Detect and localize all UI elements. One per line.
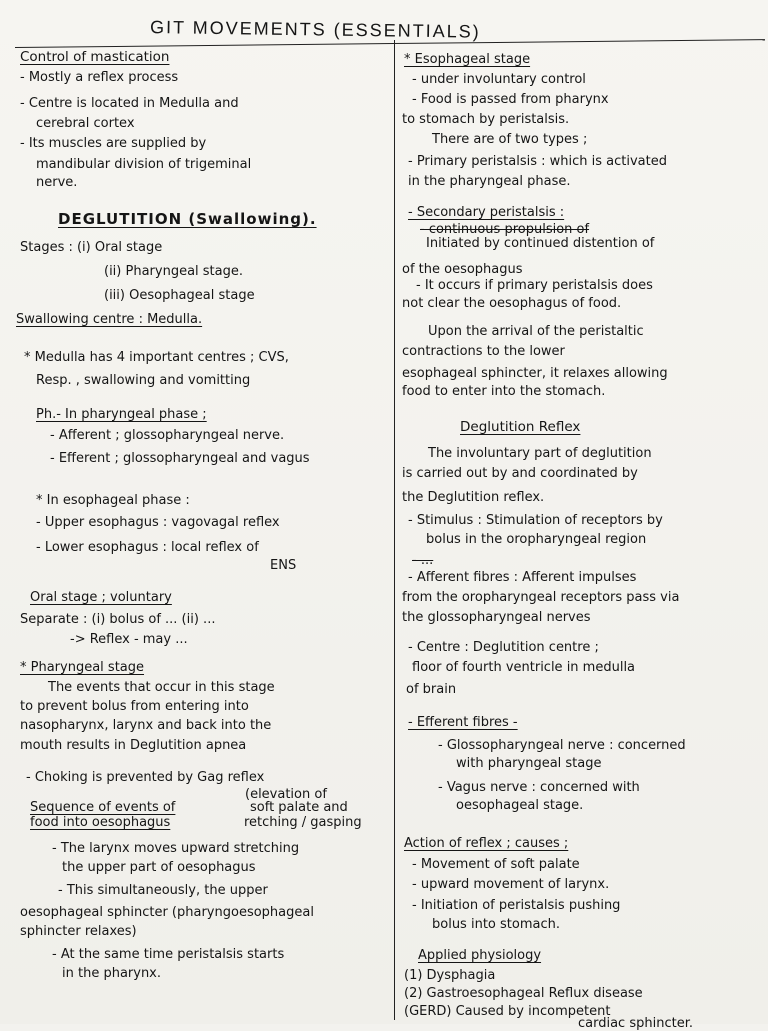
left-note-line: (iii) Oesophageal stage (104, 288, 255, 303)
right-note-line: There are of two types ; (432, 132, 588, 147)
left-note-line: retching / gasping (244, 815, 362, 830)
right-note-line: food to enter into the stomach. (402, 384, 606, 399)
right-note-line: (2) Gastroesophageal Reflux disease (404, 986, 643, 1001)
right-note-line: Initiated by continued distention of (426, 236, 655, 251)
left-note-line: - Upper esophagus : vagovagal reflex (36, 515, 280, 530)
right-note-line: with pharyngeal stage (456, 756, 602, 771)
right-note-line: of the oesophagus (402, 262, 523, 277)
column-divider (394, 40, 395, 1020)
page-title: GIT MOVEMENTS (ESSENTIALS) (149, 17, 481, 42)
right-note-line: - Afferent fibres : Afferent impulses (408, 570, 637, 585)
right-note-line: is carried out by and coordinated by (402, 466, 638, 481)
right-note-line: - Initiation of peristalsis pushing (412, 898, 621, 913)
left-note-line: * In esophageal phase : (36, 493, 190, 508)
right-note-line: (1) Dysphagia (404, 968, 496, 983)
left-note-line: - Lower esophagus : local reflex of (36, 540, 259, 555)
left-note-line: soft palate and (250, 800, 348, 815)
left-note-line: - At the same time peristalsis starts (52, 947, 285, 962)
right-note-line: cardiac sphincter. (578, 1016, 693, 1031)
right-note-line: - upward movement of larynx. (412, 877, 610, 892)
left-note-line: - The larynx moves upward stretching (52, 841, 300, 856)
left-note-line: the upper part of oesophagus (62, 860, 256, 875)
left-note-line: Separate : (i) bolus of ... (ii) ... (20, 612, 216, 627)
left-note-line: mandibular division of trigeminal (36, 157, 252, 172)
right-note-line: * Esophageal stage (404, 52, 531, 67)
right-note-line: - Secondary peristalsis : (408, 205, 565, 220)
right-note-line: - Stimulus : Stimulation of receptors by (408, 513, 663, 528)
left-column (0, 0, 370, 1024)
right-note-line: - continuous propulsion of (420, 222, 590, 237)
left-note-line: - Afferent ; glossopharyngeal nerve. (50, 428, 285, 443)
right-note-line: floor of fourth ventricle in medulla (412, 660, 636, 675)
left-note-line: cerebral cortex (36, 116, 135, 131)
right-note-line: the Deglutition reflex. (402, 490, 545, 505)
right-note-line: bolus into stomach. (432, 917, 560, 932)
left-note-line: (ii) Pharyngeal stage. (104, 264, 244, 279)
left-note-line: in the pharynx. (62, 966, 162, 981)
left-note-line: to prevent bolus from entering into (20, 699, 249, 714)
right-note-line: not clear the oesophagus of food. (402, 296, 622, 311)
right-note-line: Applied physiology (418, 948, 542, 963)
right-note-line: The involuntary part of deglutition (428, 446, 652, 461)
right-note-line: - Vagus nerve : concerned with (438, 780, 640, 795)
right-note-line: oesophageal stage. (456, 798, 584, 813)
right-note-line: - under involuntary control (412, 72, 586, 87)
right-note-line: Action of reflex ; causes ; (404, 836, 569, 851)
left-note-line: -> Reflex - may ... (70, 632, 188, 647)
left-note-line: DEGLUTITION (Swallowing). (58, 210, 317, 228)
left-note-line: nerve. (36, 175, 78, 190)
right-note-line: from the oropharyngeal receptors pass via (402, 590, 680, 605)
right-column (398, 0, 768, 1031)
left-note-line: Sequence of events of (30, 800, 176, 815)
left-note-line: Ph.- In pharyngeal phase ; (36, 407, 207, 422)
right-note-line: the glossopharyngeal nerves (402, 610, 591, 625)
right-note-line: bolus in the oropharyngeal region (426, 532, 647, 547)
right-note-line: contractions to the lower (402, 344, 565, 359)
right-note-line: - Movement of soft palate (412, 857, 580, 872)
left-note-line: nasopharynx, larynx and back into the (20, 718, 272, 733)
right-note-line: - Primary peristalsis : which is activated (408, 154, 667, 169)
left-note-line: Swallowing centre : Medulla. (16, 312, 203, 327)
right-note-line: - ... (412, 553, 434, 568)
right-note-line: (GERD) Caused by incompetent (404, 1004, 611, 1019)
left-note-line: oesophageal sphincter (pharyngoesophageal (20, 905, 314, 920)
right-note-line: - Food is passed from pharynx (412, 92, 609, 107)
right-note-line: esophageal sphincter, it relaxes allowing (402, 366, 668, 381)
left-note-line: food into oesophagus (30, 815, 171, 830)
left-note-line: - Its muscles are supplied by (20, 136, 207, 151)
right-note-line: - Efferent fibres - (408, 715, 518, 730)
left-note-line: * Pharyngeal stage (20, 660, 145, 675)
left-note-line: sphincter relaxes) (20, 924, 137, 939)
right-note-line: - Glossopharyngeal nerve : concerned (438, 738, 686, 753)
right-note-line: - It occurs if primary peristalsis does (416, 278, 653, 293)
right-note-line: in the pharyngeal phase. (408, 174, 571, 189)
right-note-line: to stomach by peristalsis. (402, 112, 570, 127)
left-note-line: - Efferent ; glossopharyngeal and vagus (50, 451, 310, 466)
right-note-line: Deglutition Reflex (460, 419, 581, 435)
left-note-line: - This simultaneously, the upper (58, 883, 268, 898)
right-note-line: of brain (406, 682, 457, 697)
left-note-line: - Centre is located in Medulla and (20, 96, 239, 111)
left-note-line: - Choking is prevented by Gag reflex (26, 770, 265, 785)
left-note-line: * Medulla has 4 important centres ; CVS, (24, 350, 289, 365)
left-note-line: ENS (270, 558, 297, 573)
left-note-line: Stages : (i) Oral stage (20, 240, 163, 255)
left-note-line: Oral stage ; voluntary (30, 590, 172, 605)
right-note-line: - Centre : Deglutition centre ; (408, 640, 599, 655)
left-note-line: (elevation of (245, 787, 327, 802)
left-note-line: The events that occur in this stage (48, 680, 275, 695)
right-note-line: Upon the arrival of the peristaltic (428, 324, 644, 339)
left-note-line: Control of mastication (20, 49, 170, 65)
left-note-line: - Mostly a reflex process (20, 70, 179, 85)
left-note-line: mouth results in Deglutition apnea (20, 738, 247, 753)
left-note-line: Resp. , swallowing and vomitting (36, 373, 251, 388)
